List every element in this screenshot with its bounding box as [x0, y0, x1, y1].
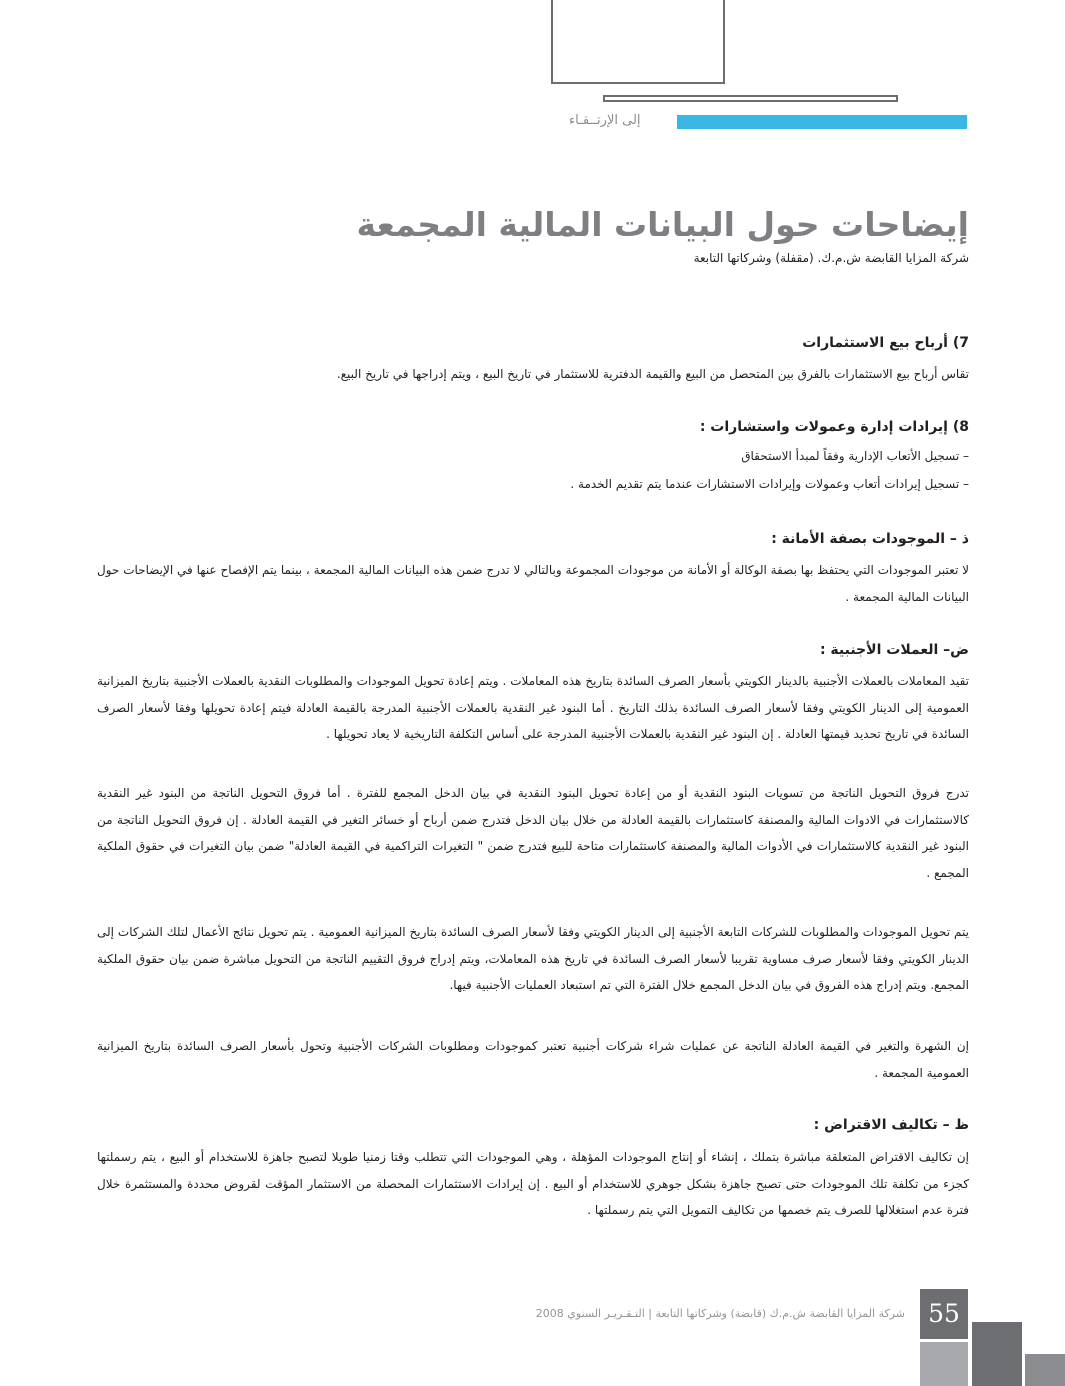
page-title: إيضاحات حول البيانات المالية المجمعة — [356, 205, 969, 244]
section-8-bullet-2: – تسجيل إيرادات أتعاب وعمولات وإيرادات الاستشارات عندما يتم تقديم الخدمة . — [570, 477, 969, 491]
tagline-prefix: نسعى — [644, 113, 677, 128]
header-bar — [603, 95, 898, 102]
section-dhal-heading: ذ – الموجودات بصفة الأمانة : — [771, 531, 969, 547]
section-dad-heading: ض– العملات الأجنبية : — [819, 642, 969, 658]
section-8-heading: 8) إيرادات إدارة وعمولات واستشارات : — [699, 419, 969, 435]
section-7-text: تقاس أرباح بيع الاستثمارات بالفرق بين المتحصل من البيع والقيمة الدفترية للاستثمار في تاريخ البيع ، ويتم إدراجها في تاريخ البيع. — [336, 367, 969, 381]
footer-text: شركة المزايا القابضة ش.م.ك (قابضة) وشركاتها التابعة | التـقـريـر السنوي 2008 — [535, 1307, 905, 1320]
footer-square-decoration — [1025, 1354, 1065, 1386]
tagline-text: إلى الإرتــقـاء — [568, 113, 641, 128]
section-dhal-text: لا تعتبر الموجودات التي يحتفظ بها بصفة الوكالة أو الأمانة من موجودات المجموعة وبالتالي لا تدرج ضمن هذه البيانات المالية المجمعة ، بينما يتم الإفصاح عنها في الإيضاحات حول البيانات المالية المجمعة . — [97, 563, 969, 604]
tagline-highlight-bar — [677, 115, 967, 129]
page-number: 55 — [920, 1289, 968, 1339]
footer-square-decoration — [972, 1322, 1022, 1386]
page-subtitle: شركة المزايا القابضة ش.م.ك. (مقفلة) وشركاتها التابعة — [693, 251, 969, 265]
footer-square-decoration — [920, 1342, 968, 1386]
section-dad-paragraph-1: تقيد المعاملات بالعملات الأجنبية بالدينار الكويتي بأسعار الصرف السائدة بتاريخ هذه المعاملات . ويتم إعادة تحويل الموجودات والمطلوبات النقدية بالعملات الأجنبية بتاريخ الميزانية العمومية إلى الدينار الكويتي وفقا لأسعار الصرف السائدة بذلك التاريخ . أما البنود غير النقدية بالعملات الأجنبية المدرجة بالقيمة العادلة فيتم إعادة تحويلها وفقا لأسعار الصرف السائدة في تاريخ تحديد قيمتها العادلة . إن البنود غير النقدية بالعملات الأجنبية المدرجة على أساس التكلفة التاريخية لا يعاد تحويلها . — [97, 674, 969, 741]
section-zah-text: إن تكاليف الاقتراض المتعلقة مباشرة بتملك ، إنشاء أو إنتاج الموجودات المؤهلة ، وهي الموجودات التي تتطلب وقتا زمنيا طويلا لتصبح جاهزة للاستخدام أو البيع ، يتم رسملتها كجزء من تكلفة تلك الموجودات حتى تصبح جاهزة بشكل جوهري للاستخدام أو البيع . إن إيرادات الاستثمارات المحصلة من الاستثمار المؤقت لقروض محددة والمستثمرة خلال فترة عدم استغلالها للصرف يتم خصمها من تكاليف التمويل التي يتم رسملتها . — [97, 1150, 969, 1217]
section-8-bullet-1: – تسجيل الأتعاب الإدارية وفقاً لمبدأ الاستحقاق — [741, 449, 969, 463]
section-7-heading: 7) أرباح بيع الاستثمارات — [802, 335, 969, 351]
header-frame — [551, 0, 725, 84]
section-zah-heading: ظ – تكاليف الاقتراض : — [813, 1117, 969, 1133]
section-dad-paragraph-2: تدرج فروق التحويل الناتجة من تسويات البنود النقدية أو من إعادة تحويل البنود النقدية في بيان الدخل المجمع للفترة . أما فروق التحويل الناتجة من البنود غير النقدية كالاستثمارات في الادوات المالية والمصنفة كاستثمارات بالقيمة العادلة من خلال بيان الدخل فتدرج ضمن أرباح أو خسائر التغير في القيمة العادلة . إن فروق التحويل الناتجة من البنود غير النقدية كالاستثمارات في الأدوات المالية والمصنفة كاستثمارات متاحة للبيع فتدرج ضمن " التغيرات التراكمية في القيمة العادلة" ضمن بيان التغيرات في حقوق الملكية المجمع . — [97, 786, 969, 880]
tagline — [568, 113, 967, 130]
section-dad-paragraph-3: يتم تحويل الموجودات والمطلوبات للشركات التابعة الأجنبية إلى الدينار الكويتي وفقا لأسعار الصرف السائدة بتاريخ الميزانية العمومية . يتم تحويل نتائج الأعمال لتلك الشركات إلى الدينار الكويتي وفقا لأسعار صرف مساوية تقريبا لأسعار الصرف السائدة في تاريخ هذه المعاملات، ويتم إدراج فروق التقييم الناتجة من التحويل مباشرة ضمن بيان حقوق الملكية المجمع. ويتم إدراج هذه الفروق في بيان الدخل المجمع خلال الفترة التي تم استبعاد العمليات الأجنبية فيها. — [97, 925, 969, 992]
section-dad-paragraph-4: إن الشهرة والتغير في القيمة العادلة الناتجة عن عمليات شراء شركات أجنبية تعتبر كموجودات ومطلوبات الشركات الأجنبية وتحول بأسعار الصرف السائدة بتاريخ الميزانية العمومية المجمعة . — [97, 1039, 969, 1080]
